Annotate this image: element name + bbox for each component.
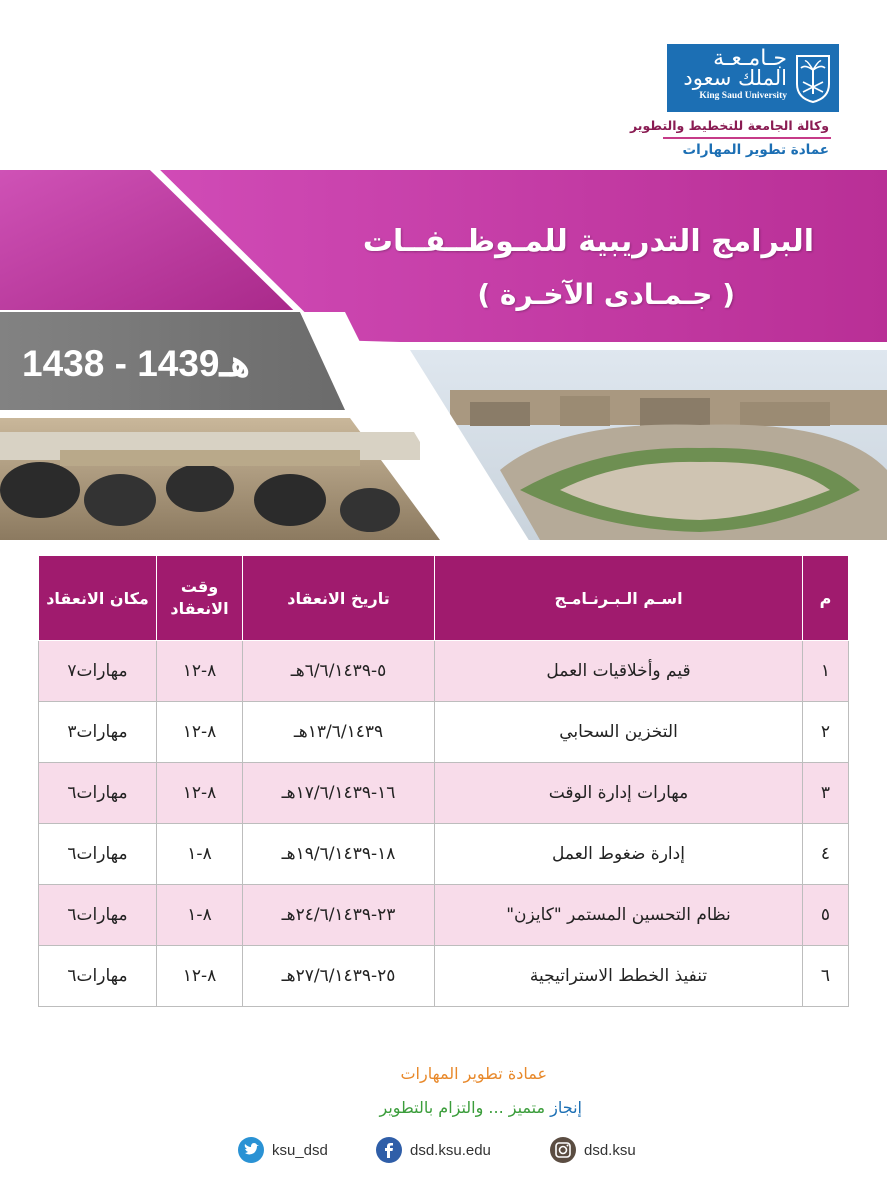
header-date: تاريخ الانعقاد: [243, 556, 435, 641]
banner-year: 1438 - 1439هـ: [22, 343, 250, 384]
row-num: ١: [803, 641, 849, 702]
row-place: مهارات٦: [39, 763, 157, 824]
twitter-link[interactable]: [238, 1137, 328, 1163]
logo-ar-line2: الملك سعود: [683, 66, 787, 90]
row-place: مهارات٣: [39, 702, 157, 763]
instagram-icon: [550, 1137, 576, 1163]
table-row: [39, 702, 849, 763]
dept-line1: وكالة الجامعة للتخطيط والتطوير: [629, 118, 829, 133]
row-date: ١٨-١٩/٦/١٤٣٩هـ: [243, 824, 435, 885]
row-date: ١٦-١٧/٦/١٤٣٩هـ: [243, 763, 435, 824]
row-num: ٣: [803, 763, 849, 824]
dept-line2: عمادة تطوير المهارات: [682, 142, 829, 158]
banner-title-line1: البرامج التدريبية للمـوظــفــات: [362, 224, 814, 259]
row-name: قيم وأخلاقيات العمل: [435, 641, 803, 702]
slogan-part-a: إنجاز: [550, 1098, 582, 1117]
header-time: وقت الانعقاد: [157, 556, 243, 641]
twitter-icon: [238, 1137, 264, 1163]
footer-dept: عمادة تطوير المهارات: [400, 1064, 547, 1083]
row-time: ٨-١: [157, 885, 243, 946]
header-name: اسـم الـبـرنـامـج: [435, 556, 803, 641]
row-place: مهارات٦: [39, 885, 157, 946]
header-place: مكان الانعقاد: [39, 556, 157, 641]
row-num: ٦: [803, 946, 849, 1007]
programs-table: [38, 555, 849, 1007]
slogan-part-c: بالتطوير: [379, 1098, 434, 1117]
row-place: مهارات٦: [39, 824, 157, 885]
facebook-icon: [376, 1137, 402, 1163]
row-name: مهارات إدارة الوقت: [435, 763, 803, 824]
header-num: م: [803, 556, 849, 641]
banner-title-line2: ( جـمـادى الآخـرة ): [477, 278, 735, 311]
ksu-logo: [667, 44, 839, 112]
row-time: ٨-١: [157, 824, 243, 885]
table-row: [39, 885, 849, 946]
row-name: نظام التحسين المستمر "كايزن": [435, 885, 803, 946]
instagram-link[interactable]: [550, 1137, 636, 1163]
row-date: ٥-٦/٦/١٤٣٩هـ: [243, 641, 435, 702]
row-name: تنفيذ الخطط الاستراتيجية: [435, 946, 803, 1007]
slogan-part-b: متميز ... والتزام: [438, 1098, 546, 1117]
instagram-handle: dsd.ksu: [584, 1141, 636, 1159]
table-row: [39, 763, 849, 824]
row-time: ٨-١٢: [157, 641, 243, 702]
row-num: ٤: [803, 824, 849, 885]
palm-emblem-icon: [793, 52, 833, 104]
table-row: [39, 946, 849, 1007]
row-place: مهارات٧: [39, 641, 157, 702]
row-num: ٢: [803, 702, 849, 763]
facebook-handle: dsd.ksu.edu: [410, 1141, 491, 1159]
meeting-room-photo: [0, 418, 440, 540]
facebook-link[interactable]: [376, 1137, 491, 1163]
table-row: [39, 824, 849, 885]
row-time: ٨-١٢: [157, 702, 243, 763]
dept-divider: [663, 137, 831, 139]
footer-slogan: [379, 1098, 582, 1117]
row-date: ٢٣-٢٤/٦/١٤٣٩هـ: [243, 885, 435, 946]
row-date: ١٣/٦/١٤٣٩هـ: [243, 702, 435, 763]
logo-ar-line1: جـامـعـة: [713, 46, 787, 71]
logo-en: King Saud University: [699, 91, 787, 101]
row-date: ٢٥-٢٧/٦/١٤٣٩هـ: [243, 946, 435, 1007]
row-name: التخزين السحابي: [435, 702, 803, 763]
row-name: إدارة ضغوط العمل: [435, 824, 803, 885]
row-place: مهارات٦: [39, 946, 157, 1007]
twitter-handle: ksu_dsd: [272, 1141, 328, 1159]
row-time: ٨-١٢: [157, 946, 243, 1007]
table-header-row: [39, 556, 849, 641]
row-num: ٥: [803, 885, 849, 946]
table-row: [39, 641, 849, 702]
row-time: ٨-١٢: [157, 763, 243, 824]
